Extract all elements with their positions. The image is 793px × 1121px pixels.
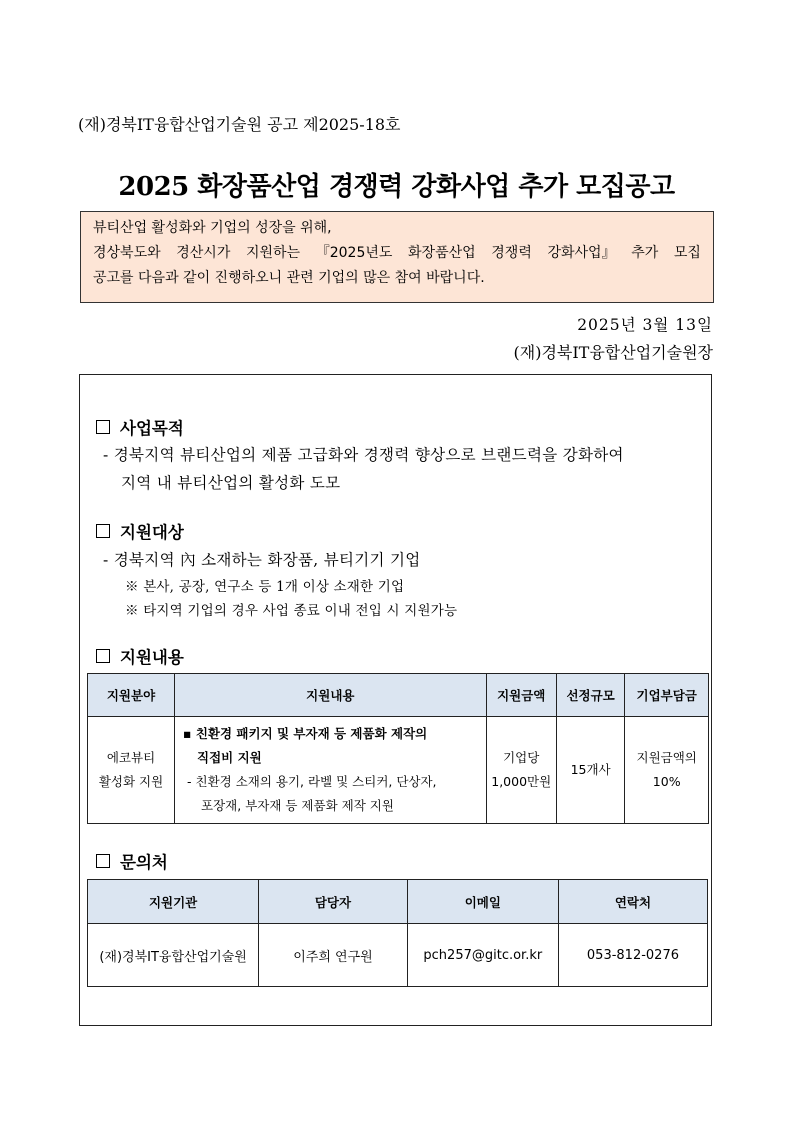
issuer: (재)경북IT융합산업기술원장 (513, 343, 713, 362)
section-heading-text: 문의처 (120, 853, 168, 872)
table-header-cell: 지원분야 (88, 674, 175, 717)
intro-line-1: 뷰티산업 활성화와 기업의 성장을 위해, (93, 220, 332, 236)
table-row (88, 924, 708, 987)
purpose-line-1: - 경북지역 뷰티산업의 제품 고급화와 경쟁력 향상으로 브랜드력을 강화하여 (103, 446, 624, 464)
contact-email-cell[interactable]: pch257@gitc.or.kr (407, 924, 558, 987)
support-burden-cell (625, 717, 709, 824)
intro-word: 『2025년도 (315, 245, 393, 261)
section-heading-target (96, 519, 184, 543)
section-heading-contact (96, 849, 168, 873)
table-header-cell: 기업부담금 (625, 674, 709, 717)
target-line-1: - 경북지역 內 소재하는 화장품, 뷰티기기 기업 (103, 551, 421, 569)
intro-word: 경상북도와 (93, 245, 161, 261)
support-amount-line: 기업당 (503, 750, 540, 765)
support-burden-line: 지원금액의 (636, 750, 697, 765)
table-header-cell: 지원내용 (175, 674, 487, 717)
intro-word: 지원하는 (245, 245, 301, 261)
intro-line-2 (93, 241, 701, 266)
support-content-title: ▪ 친환경 패키지 및 부자재 등 제품화 제작의 (183, 726, 428, 741)
support-field-line: 활성화 지원 (98, 774, 164, 789)
table-header-cell: 지원금액 (486, 674, 556, 717)
support-amount-cell (486, 717, 556, 824)
table-header-cell: 이메일 (407, 880, 558, 924)
support-table (87, 673, 709, 824)
contact-phone-cell: 053-812-0276 (558, 924, 707, 987)
checkbox-square-icon (96, 854, 110, 868)
contact-table (87, 879, 708, 987)
intro-word: 화장품산업 (408, 245, 476, 261)
section-heading-text: 지원내용 (120, 648, 184, 667)
table-header-row (88, 880, 708, 924)
support-content-sub: - 친환경 소재의 용기, 라벨 및 스티커, 단상자, (187, 774, 437, 789)
target-note-1: ※ 본사, 공장, 연구소 등 1개 이상 소재한 기업 (125, 579, 405, 595)
table-header-row (88, 674, 709, 717)
support-scale-cell: 15개사 (556, 717, 625, 824)
checkbox-square-icon (96, 524, 110, 538)
checkbox-square-icon (96, 420, 110, 434)
table-header-cell: 연락처 (558, 880, 707, 924)
section-heading-purpose (96, 415, 184, 439)
table-header-cell: 선정규모 (556, 674, 625, 717)
section-heading-support (96, 644, 184, 668)
notice-number: (재)경북IT융합산업기술원 공고 제2025-18호 (78, 115, 401, 134)
support-amount-line: 1,000만원 (491, 774, 552, 789)
table-header-cell: 지원기관 (88, 880, 259, 924)
page-title: 2025 화장품산업 경쟁력 강화사업 추가 모집공고 (118, 172, 675, 202)
intro-word: 경산시가 (176, 245, 231, 261)
table-header-cell: 담당자 (259, 880, 408, 924)
intro-line-3: 공고를 다음과 같이 진행하오니 관련 기업의 많은 참여 바랍니다. (93, 270, 485, 286)
intro-word: 강화사업』 (547, 245, 616, 261)
section-heading-text: 사업목적 (120, 419, 184, 438)
intro-box (80, 211, 714, 303)
purpose-line-2: 지역 내 뷰티산업의 활성화 도모 (121, 474, 341, 492)
support-field-cell (88, 717, 175, 824)
contact-person-cell: 이주희 연구원 (259, 924, 408, 987)
intro-word: 모집 (673, 245, 701, 261)
support-burden-line: 10% (652, 774, 681, 789)
contact-org-cell: (재)경북IT융합산업기술원 (88, 924, 259, 987)
support-field-line: 에코뷰티 (106, 750, 156, 765)
support-content-cell (175, 717, 487, 824)
intro-word: 추가 (631, 245, 659, 261)
checkbox-square-icon (96, 649, 110, 663)
support-content-title: 직접비 지원 (197, 750, 262, 765)
notice-date: 2025년 3월 13일 (577, 316, 713, 334)
support-content-sub: 포장재, 부자재 등 제품화 제작 지원 (201, 798, 394, 813)
intro-word: 경쟁력 (491, 245, 532, 261)
target-note-2: ※ 타지역 기업의 경우 사업 종료 이내 전입 시 지원가능 (125, 603, 458, 619)
section-heading-text: 지원대상 (120, 523, 184, 542)
table-row (88, 717, 709, 824)
